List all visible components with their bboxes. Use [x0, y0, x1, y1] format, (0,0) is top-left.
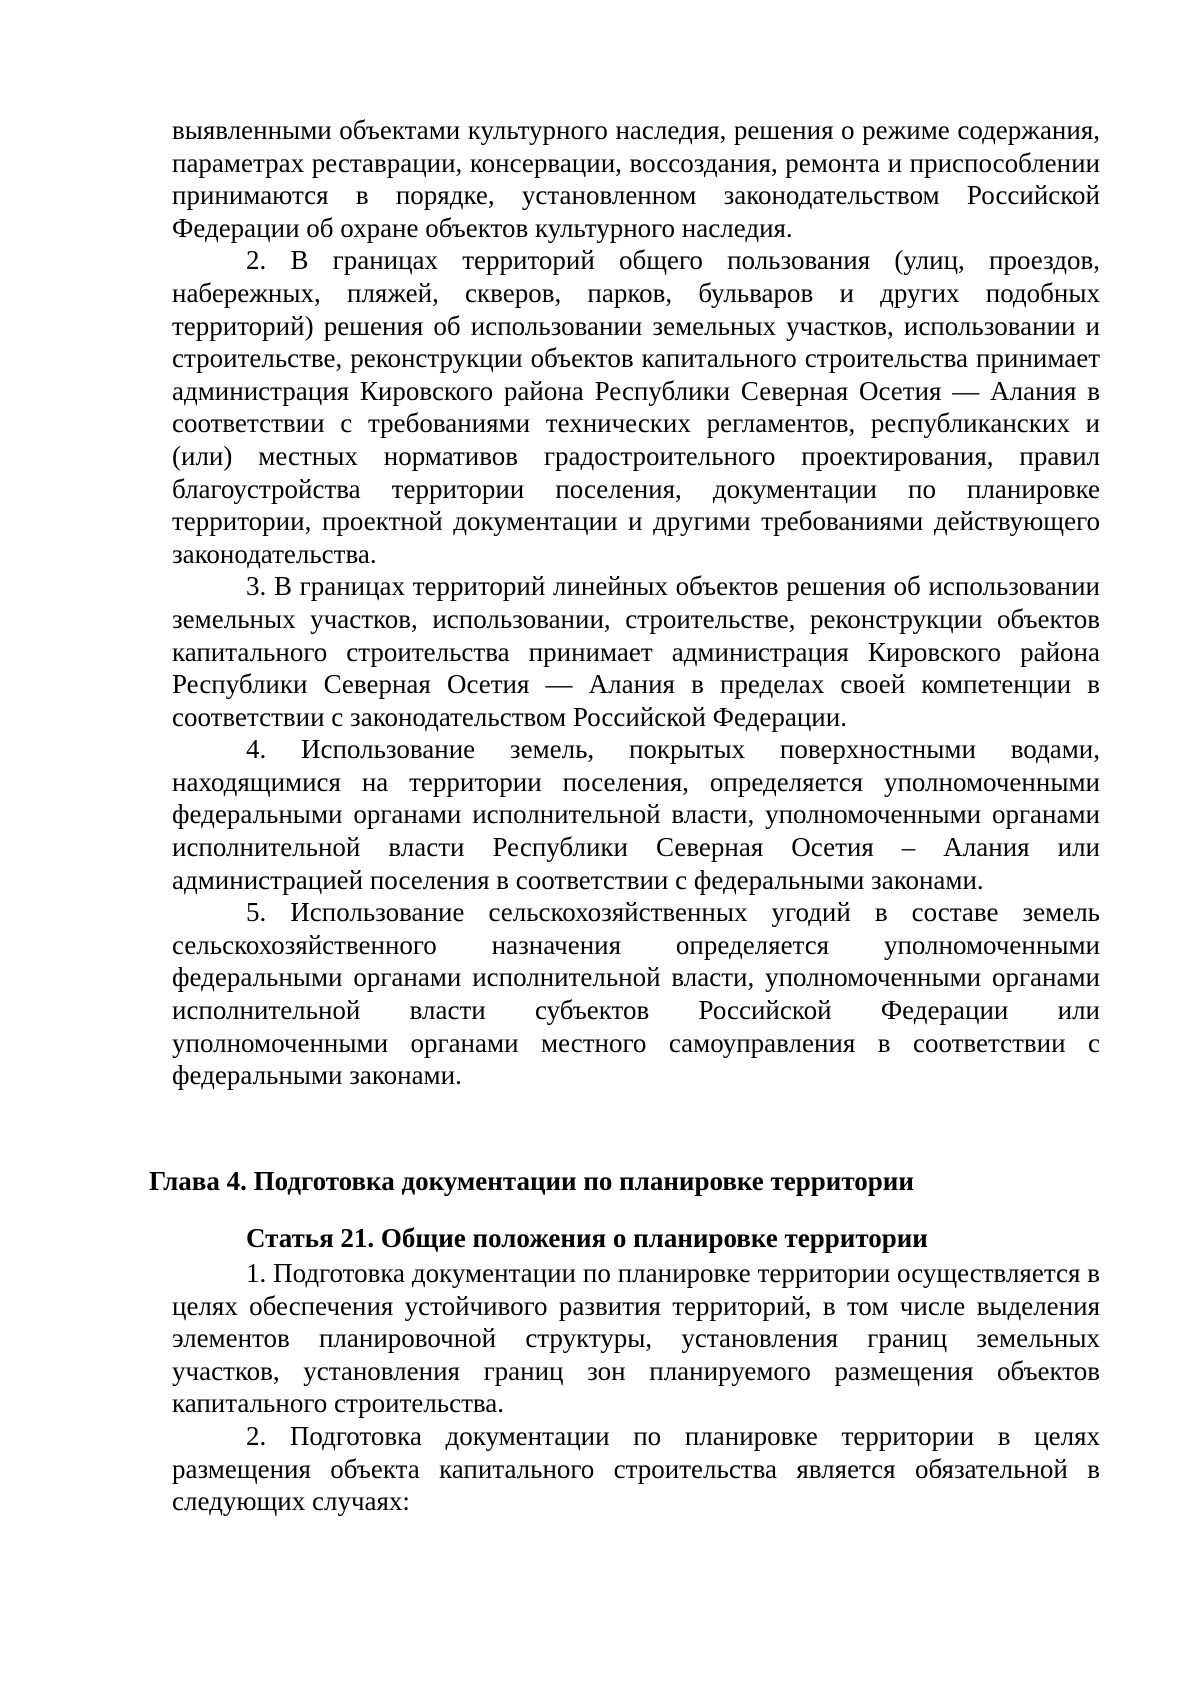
paragraph-continued: выявленными объектами культурного наследия, решения о режиме содержания, параметрах реставрации, консервации, воссоздания, ремонта и приспособлении принимаются в порядке, установленном законодательством Российской Федерации об охране объектов культурного наследия. — [172, 115, 1100, 243]
article-paragraph-1: 1. Подготовка документации по планировке территории осуществляется в целях обеспечения устойчивого развития территорий, в том числе выделения элементов планировочной структуры, установления границ земельных участков, установления границ зон планируемого размещения объектов капитального строительства. — [172, 1258, 1100, 1419]
article-paragraph-2: 2. Подготовка документации по планировке территории в целях размещения объекта капитального строительства является обязательной в следующих случаях: — [172, 1420, 1100, 1517]
body-text-top — [172, 114, 1100, 1092]
paragraph-3: 3. В границах территорий линейных объектов решения об использовании земельных участков, использовании, строительстве, реконструкции объектов капитального строительства принимает администрация Кировского района Республики Северная Осетия — Алания в пределах своей компетенции в соответствии с законодательством Российской Федерации. — [172, 571, 1100, 732]
chapter-heading: Глава 4. Подготовка документации по планировке территории — [149, 1166, 914, 1196]
body-text-article — [172, 1257, 1100, 1518]
paragraph-4: 4. Использование земель, покрытых поверхностными водами, находящимися на территории поселения, определяется уполномоченными федеральными органами исполнительной власти, уполномоченными органами исполнительной власти Республики Северная Осетия – Алания или администрацией поселения в соответствии с федеральными законами. — [172, 734, 1100, 895]
paragraph-2: 2. В границах территорий общего пользования (улиц, проездов, набережных, пляжей, скверов, парков, бульваров и других подобных территорий) решения об использовании земельных участков, использовании и строительстве, реконструкции объектов капитального строительства принимает администрация Кировского района Республики Северная Осетия — Алания в соответствии с требованиями технических регламентов, республиканских и (или) местных нормативов градостроительного проектирования, правил благоустройства территории поселения, документации по планировке территории, проектной документации и другими требованиями действующего законодательства. — [172, 245, 1100, 569]
paragraph-5: 5. Использование сельскохозяйственных угодий в составе земель сельскохозяйственного назначения определяется уполномоченными федеральными органами исполнительной власти, уполномоченными органами исполнительной власти субъектов Российской Федерации или уполномоченными органами местного самоуправления в соответствии с федеральными законами. — [172, 897, 1100, 1091]
article-heading: Статья 21. Общие положения о планировке территории — [246, 1223, 928, 1253]
